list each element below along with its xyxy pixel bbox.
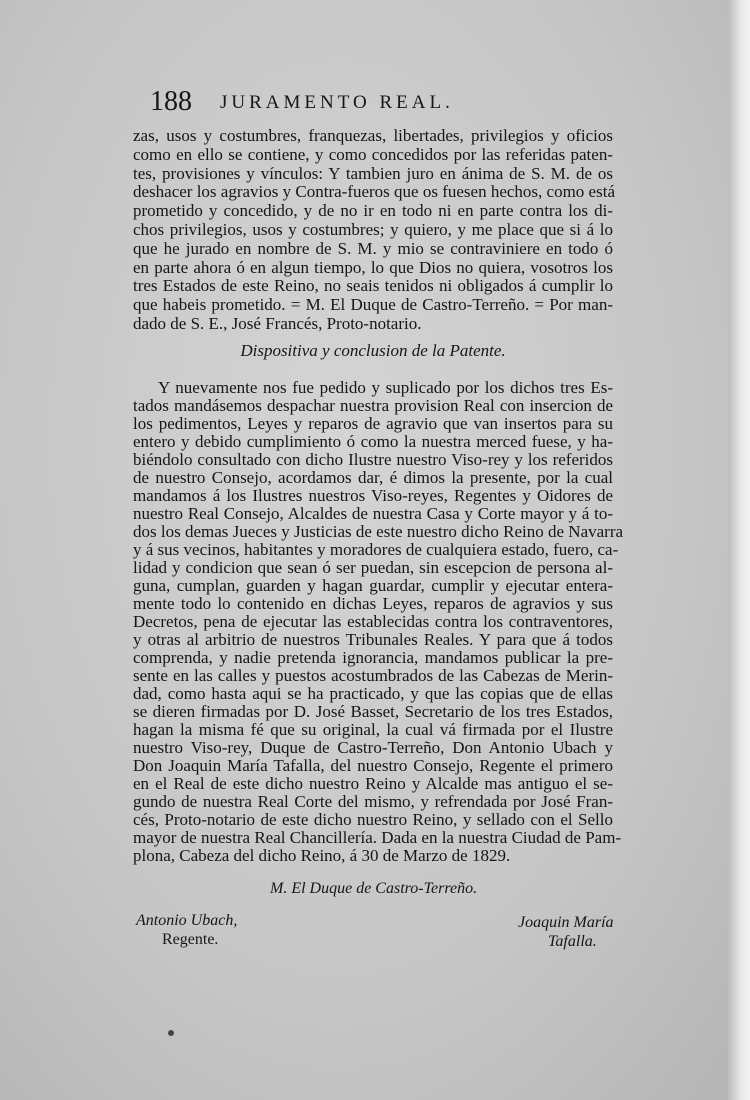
title-regente: Regente.: [162, 931, 219, 948]
text-line: que he jurado en nombre de S. M. y mio se contraviniere en todo ó: [133, 238, 613, 258]
text-line: los pedimentos, Leyes y reparos de agravio que van insertos para su: [133, 414, 613, 433]
text-line: y otras al arbitrio de nuestros Tribunales Reales. Y para que á todos: [133, 630, 613, 649]
text-line: hagan la misma fé que su original, la cual vá firmada por el Ilustre: [133, 720, 613, 739]
text-line: tres Estados de este Reino, no seais tenidos ni obligados á cumplir lo: [133, 276, 613, 296]
text-line: Y nuevamente nos fue pedido y suplicado por los dichos tres Es-: [158, 378, 613, 397]
text-line: guna, cumplan, guarden y hagan guardar, cumplir y ejecutar entera-: [133, 576, 613, 595]
text-line: plona, Cabeza del dicho Reino, á 30 de Marzo de 1829.: [133, 846, 511, 865]
text-line: chos privilegios, usos y costumbres; y quiero, y me place que si á lo: [133, 219, 613, 239]
text-line: se dieren firmadas por D. José Basset, Secretario de los tres Estados,: [133, 702, 613, 721]
text-line: lidad y condicion que sean ó ser puedan, sin escepcion de persona al-: [133, 558, 613, 577]
text-line: como en ello se contiene, y como concedidos por las referidas paten-: [133, 144, 613, 164]
text-line: Don Joaquin María Tafalla, del nuestro Consejo, Regente el primero: [133, 756, 613, 775]
page-number: 188: [150, 86, 192, 117]
page-header: [150, 86, 620, 116]
text-line: comprenda, y nadie pretenda ignorancia, mandamos publicar la pre-: [133, 648, 613, 667]
text-line: nuestro Viso-rey, Duque de Castro-Terreño, Don Antonio Ubach y: [133, 738, 613, 757]
text-line: dad, como hasta aqui se ha practicado, y que las copias que de ellas: [133, 684, 613, 703]
paragraph-oath: [133, 127, 613, 334]
text-line: nuestro Real Consejo, Alcaldes de nuestra Casa y Corte mayor y á to-: [133, 504, 613, 523]
text-line: de nuestro Consejo, acordamos dar, é dimos la presente, por la cual: [133, 468, 613, 487]
text-line: dos los demas Jueces y Justicias de este nuestro dicho Reino de Navarra: [133, 522, 624, 541]
text-line: sente en las calles y puestos acostumbrados de las Cabezas de Merin-: [133, 666, 613, 685]
text-line: deshacer los agravios y Contra-fueros que os fuesen hechos, como está: [133, 182, 615, 202]
signature-ubach: Antonio Ubach,: [136, 912, 238, 929]
running-title: JURAMENTO REAL.: [220, 92, 454, 113]
signature-duque: M. El Duque de Castro-Terreño.: [270, 880, 478, 897]
text-line: gundo de nuestra Real Corte del mismo, y refrendada por José Fran-: [133, 792, 613, 811]
text-line: mente todo lo contenido en dichas Leyes, reparos de agravios y sus: [133, 594, 613, 613]
text-line: mandamos á los Ilustres nuestros Viso-reyes, Regentes y Oidores de: [133, 486, 613, 505]
text-line: y á sus vecinos, habitantes y moradores de cualquiera estado, fuero, ca-: [133, 540, 619, 559]
text-line: mayor de nuestra Real Chancillería. Dada en la nuestra Ciudad de Pam-: [133, 828, 622, 847]
text-line: tes, provisiones y vínculos: Y tambien juro en ánima de S. M. de os: [133, 163, 613, 183]
signature-tafalla: Joaquin María: [518, 914, 614, 931]
text-line: en parte ahora ó en algun tiempo, lo que Dios no quiera, vosotros los: [133, 257, 613, 277]
text-line: cés, Proto-notario de este dicho nuestro Reino, y sellado con el Sello: [133, 810, 613, 829]
text-line: que habeis prometido. = M. El Duque de Castro-Terreño. = Por man-: [133, 295, 613, 315]
text-line: dado de S. E., José Francés, Proto-notario.: [133, 313, 422, 333]
text-line: tados mandásemos despachar nuestra provision Real con insercion de: [133, 396, 613, 415]
text-line: en el Real de este dicho nuestro Reino y Alcalde mas antiguo el se-: [133, 774, 613, 793]
text-line: biéndolo consultado con dicho Ilustre nuestro Viso-rey y los referidos: [133, 450, 613, 469]
text-line: Decretos, pena de ejecutar las establecidas contra los contraventores,: [133, 612, 613, 631]
text-line: zas, usos y costumbres, franquezas, libertades, privilegios y oficios: [133, 126, 613, 145]
text-line: prometido y concedido, y de no ir en todo ni en parte contra los di-: [133, 201, 613, 221]
section-subheading: Dispositiva y conclusion de la Patente.: [240, 341, 506, 360]
signature-tafalla-surname: Tafalla.: [548, 933, 597, 950]
paragraph-dispositive: [133, 378, 624, 865]
text-line: entero y debido cumplimiento ó como la nuestra merced fuese, y ha-: [133, 432, 613, 451]
ink-speck: [168, 1030, 174, 1036]
page-edge: [728, 0, 750, 1100]
